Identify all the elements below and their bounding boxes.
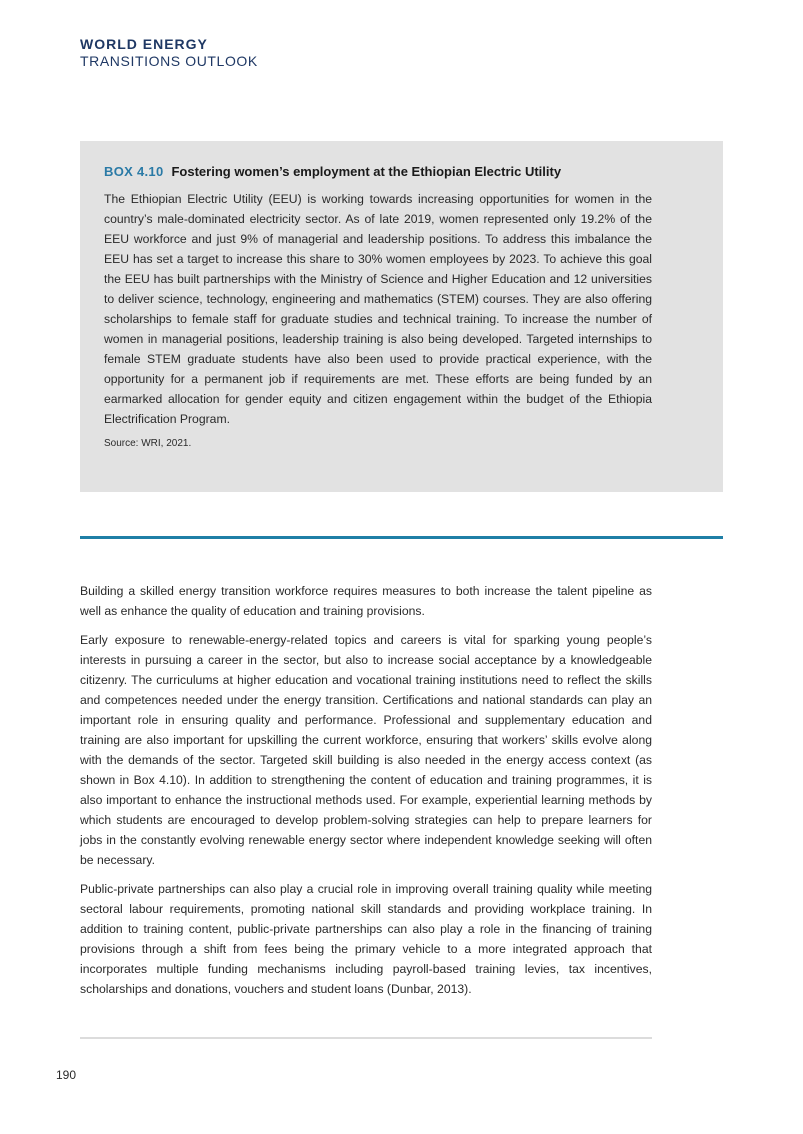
section-divider [80, 536, 723, 539]
header-title: WORLD ENERGY [80, 36, 208, 52]
box-title: Fostering women’s employment at the Ethiopian Electric Utility [171, 164, 562, 179]
footer-divider [80, 1037, 652, 1039]
header-subtitle: TRANSITIONS OUTLOOK [80, 53, 258, 69]
main-text [80, 581, 652, 1008]
box-source: Source: WRI, 2021. [104, 438, 192, 449]
box-4-10 [80, 141, 723, 492]
box-label: BOX 4.10 [104, 164, 164, 179]
running-header [80, 36, 258, 70]
paragraph-2: Early exposure to renewable-energy-related topics and careers is vital for sparking young people’s interests in pursuing a career in the sector, but also to increase social acceptance by a knowledgeable citizenry. The curriculums at higher education and vocational training institutions need to reflect the skills and competences needed under the energy transition. Certifications and national standards can play an important role in ensuring quality and performance. Professional and supplementary education and training are also important for upskilling the current workforce, ensuring that workers’ skills evolve along with the demands of the sector. Targeted skill building is also needed in the energy access context (as shown in Box 4.10). In addition to strengthening the content of education and training programmes, it is also important to enhance the instructional methods used. For example, experiential learning methods by which students are encouraged to develop problem-solving strategies can help to prepare learners for jobs in the constantly evolving renewable energy sector where independent knowledge seeking will often be necessary. [80, 633, 652, 867]
page-number: 190 [56, 1068, 77, 1082]
paragraph-3: Public-private partnerships can also play a crucial role in improving overall training quality while meeting sectoral labour requirements, promoting national skill standards and providing workplace training. In addition to training content, public-private partnerships can also play a role in the financing of training provisions through a shift from fees being the primary vehicle to a more integrated approach that incorporates multiple funding mechanisms including payroll-based training levies, tax incentives, scholarships and donations, vouchers and student loans (Dunbar, 2013). [80, 882, 652, 996]
box-body: The Ethiopian Electric Utility (EEU) is working towards increasing opportunities for women in the country’s male-dominated electricity sector. As of late 2019, women represented only 19.2% of the EEU workforce and just 9% of managerial and leadership positions. To address this imbalance the EEU has set a target to increase this share to 30% women employees by 2023. To achieve this goal the EEU has built partnerships with the Ministry of Science and Higher Education and 12 universities to deliver science, technology, engineering and mathematics (STEM) courses. They are also offering scholarships to female staff for graduate studies and technical training. To increase the number of women in managerial positions, leadership training is also being developed. Targeted internships to female STEM graduate students have also been used to provide practical experience, with the opportunity for a permanent job if requirements are met. These efforts are being funded by an earmarked allocation for gender equity and citizen engagement within the budget of the Ethiopia Electrification Program. [104, 192, 652, 426]
box-heading [104, 163, 652, 181]
paragraph-1: Building a skilled energy transition workforce requires measures to both increase the talent pipeline as well as enhance the quality of education and training provisions. [80, 584, 652, 618]
